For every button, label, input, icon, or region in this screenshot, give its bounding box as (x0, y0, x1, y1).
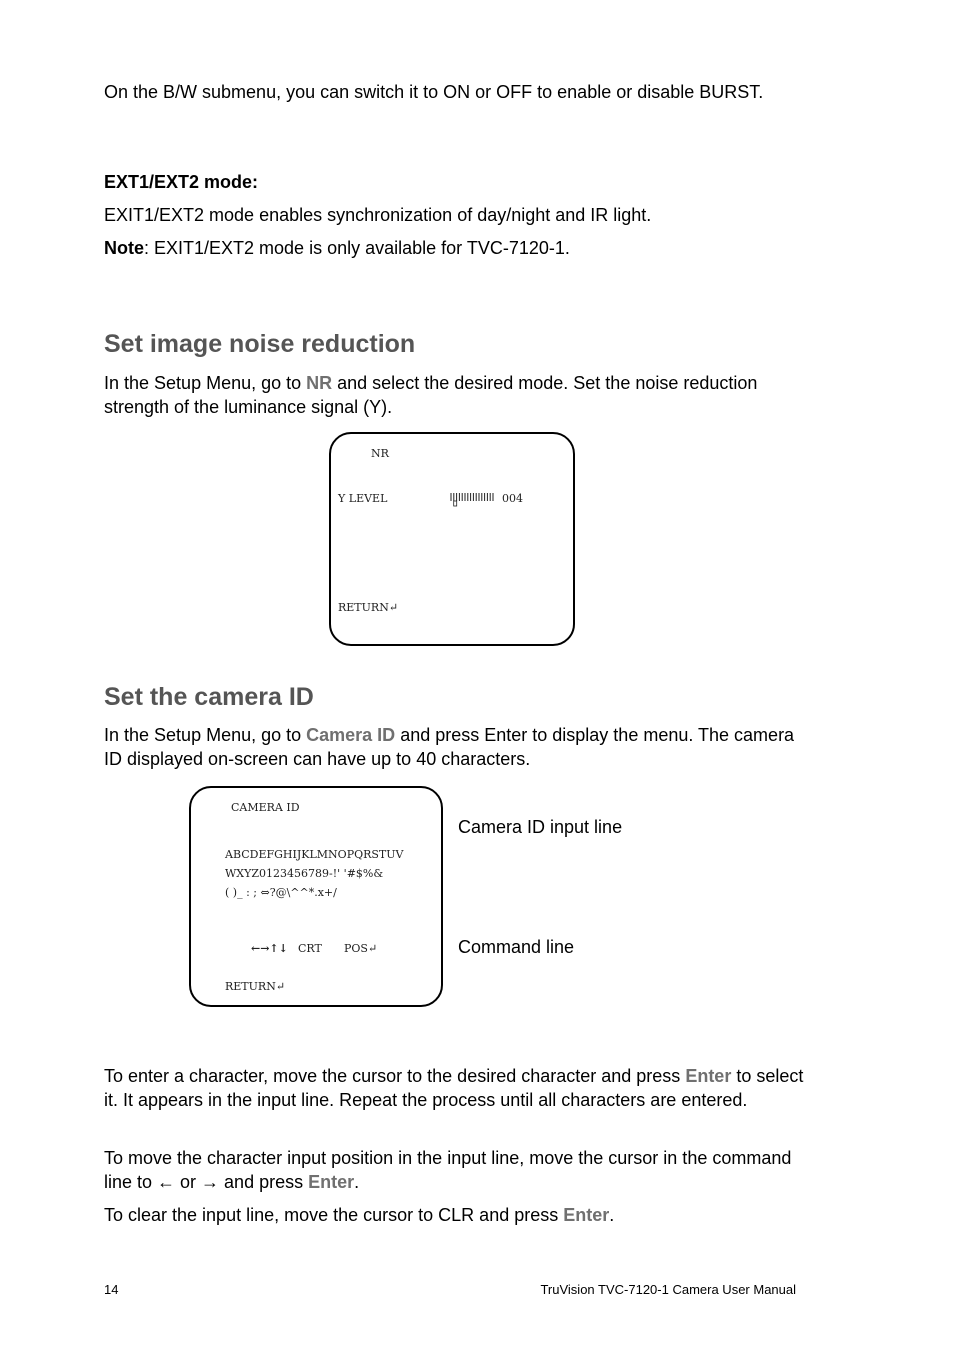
camera-id-menu-screen (189, 786, 443, 1007)
move-text-post: . (354, 1172, 360, 1192)
y-level-label: Y LEVEL (338, 492, 388, 505)
note-label: Note (104, 238, 144, 258)
clear-line-paragraph (104, 1203, 804, 1227)
camera-id-screen-title: CAMERA ID (231, 801, 300, 814)
nr-menu-name: NR (306, 373, 333, 393)
note-text: : EXIT1/EXT2 mode is only available for TVC-7120-1. (144, 238, 570, 258)
clear-text-pre: To clear the input line, move the cursor to CLR and press (104, 1205, 564, 1225)
camera-id-text-post: and press Enter to display the menu. The camera ID displayed on-screen can have up to 40 characters. (104, 725, 795, 769)
enter-character-paragraph (104, 1064, 804, 1112)
bw-paragraph: On the B/W submenu, you can switch it to ON or OFF to enable or disable BURST. (104, 82, 764, 102)
char-row-3[interactable]: ( )_ : ; ⇔?@\^^*.x+/ (225, 886, 337, 899)
move-text-pre: To move the character input position in the input line, move the cursor in the command line to ← or → and press (104, 1148, 792, 1192)
y-level-value: 004 (502, 492, 523, 505)
enter-text-post: to select it. It appears in the input line. Repeat the process until all characters are entered. (104, 1066, 804, 1110)
page-number: 14 (104, 1282, 119, 1297)
camera-id-paragraph (104, 723, 804, 771)
nr-menu-screen (329, 432, 575, 646)
move-position-paragraph (104, 1146, 804, 1194)
manual-title: TruVision TVC-7120-1 Camera User Manual (540, 1282, 796, 1297)
nr-screen-title: NR (371, 447, 389, 460)
nr-heading: Set image noise reduction (104, 330, 416, 358)
cursor-arrows[interactable]: ←→↑↓ (251, 942, 288, 955)
clear-enter-key-label: Enter (563, 1205, 610, 1225)
ext-mode-heading: EXT1/EXT2 mode: (104, 172, 259, 192)
char-row-1[interactable]: ABCDEFGHIJKLMNOPQRSTUV (225, 848, 404, 861)
clear-text-post: . (609, 1205, 615, 1225)
nr-text-post: and select the desired mode. Set the noise reduction strength of the luminance signal (Y). (104, 373, 758, 417)
y-level-slider[interactable] (449, 490, 497, 508)
char-row-2[interactable]: WXYZ0123456789-!' '#$%& (225, 867, 384, 880)
nr-return-item[interactable]: RETURN↵ (338, 601, 399, 614)
nr-text-pre: In the Setup Menu, go to (104, 373, 307, 393)
pos-command[interactable]: POS↵ (344, 942, 378, 955)
camera-id-menu-name: Camera ID (306, 725, 396, 745)
enter-text-pre: To enter a character, move the cursor to the desired character and press (104, 1066, 686, 1086)
ext-mode-paragraph: EXIT1/EXT2 mode enables synchronization of day/night and IR light. (104, 205, 652, 225)
input-line-callout: Camera ID input line (458, 817, 623, 837)
camera-id-text-pre: In the Setup Menu, go to (104, 725, 307, 745)
crt-command[interactable]: CRT (298, 942, 322, 955)
note-paragraph (104, 236, 804, 260)
command-line-callout: Command line (458, 937, 575, 957)
nr-paragraph (104, 371, 804, 419)
move-enter-key-label: Enter (308, 1172, 355, 1192)
camera-id-return-item[interactable]: RETURN↵ (225, 980, 286, 993)
y-level-slider-thumb[interactable] (454, 501, 457, 506)
enter-key-label: Enter (685, 1066, 732, 1086)
camera-id-heading: Set the camera ID (104, 683, 314, 711)
